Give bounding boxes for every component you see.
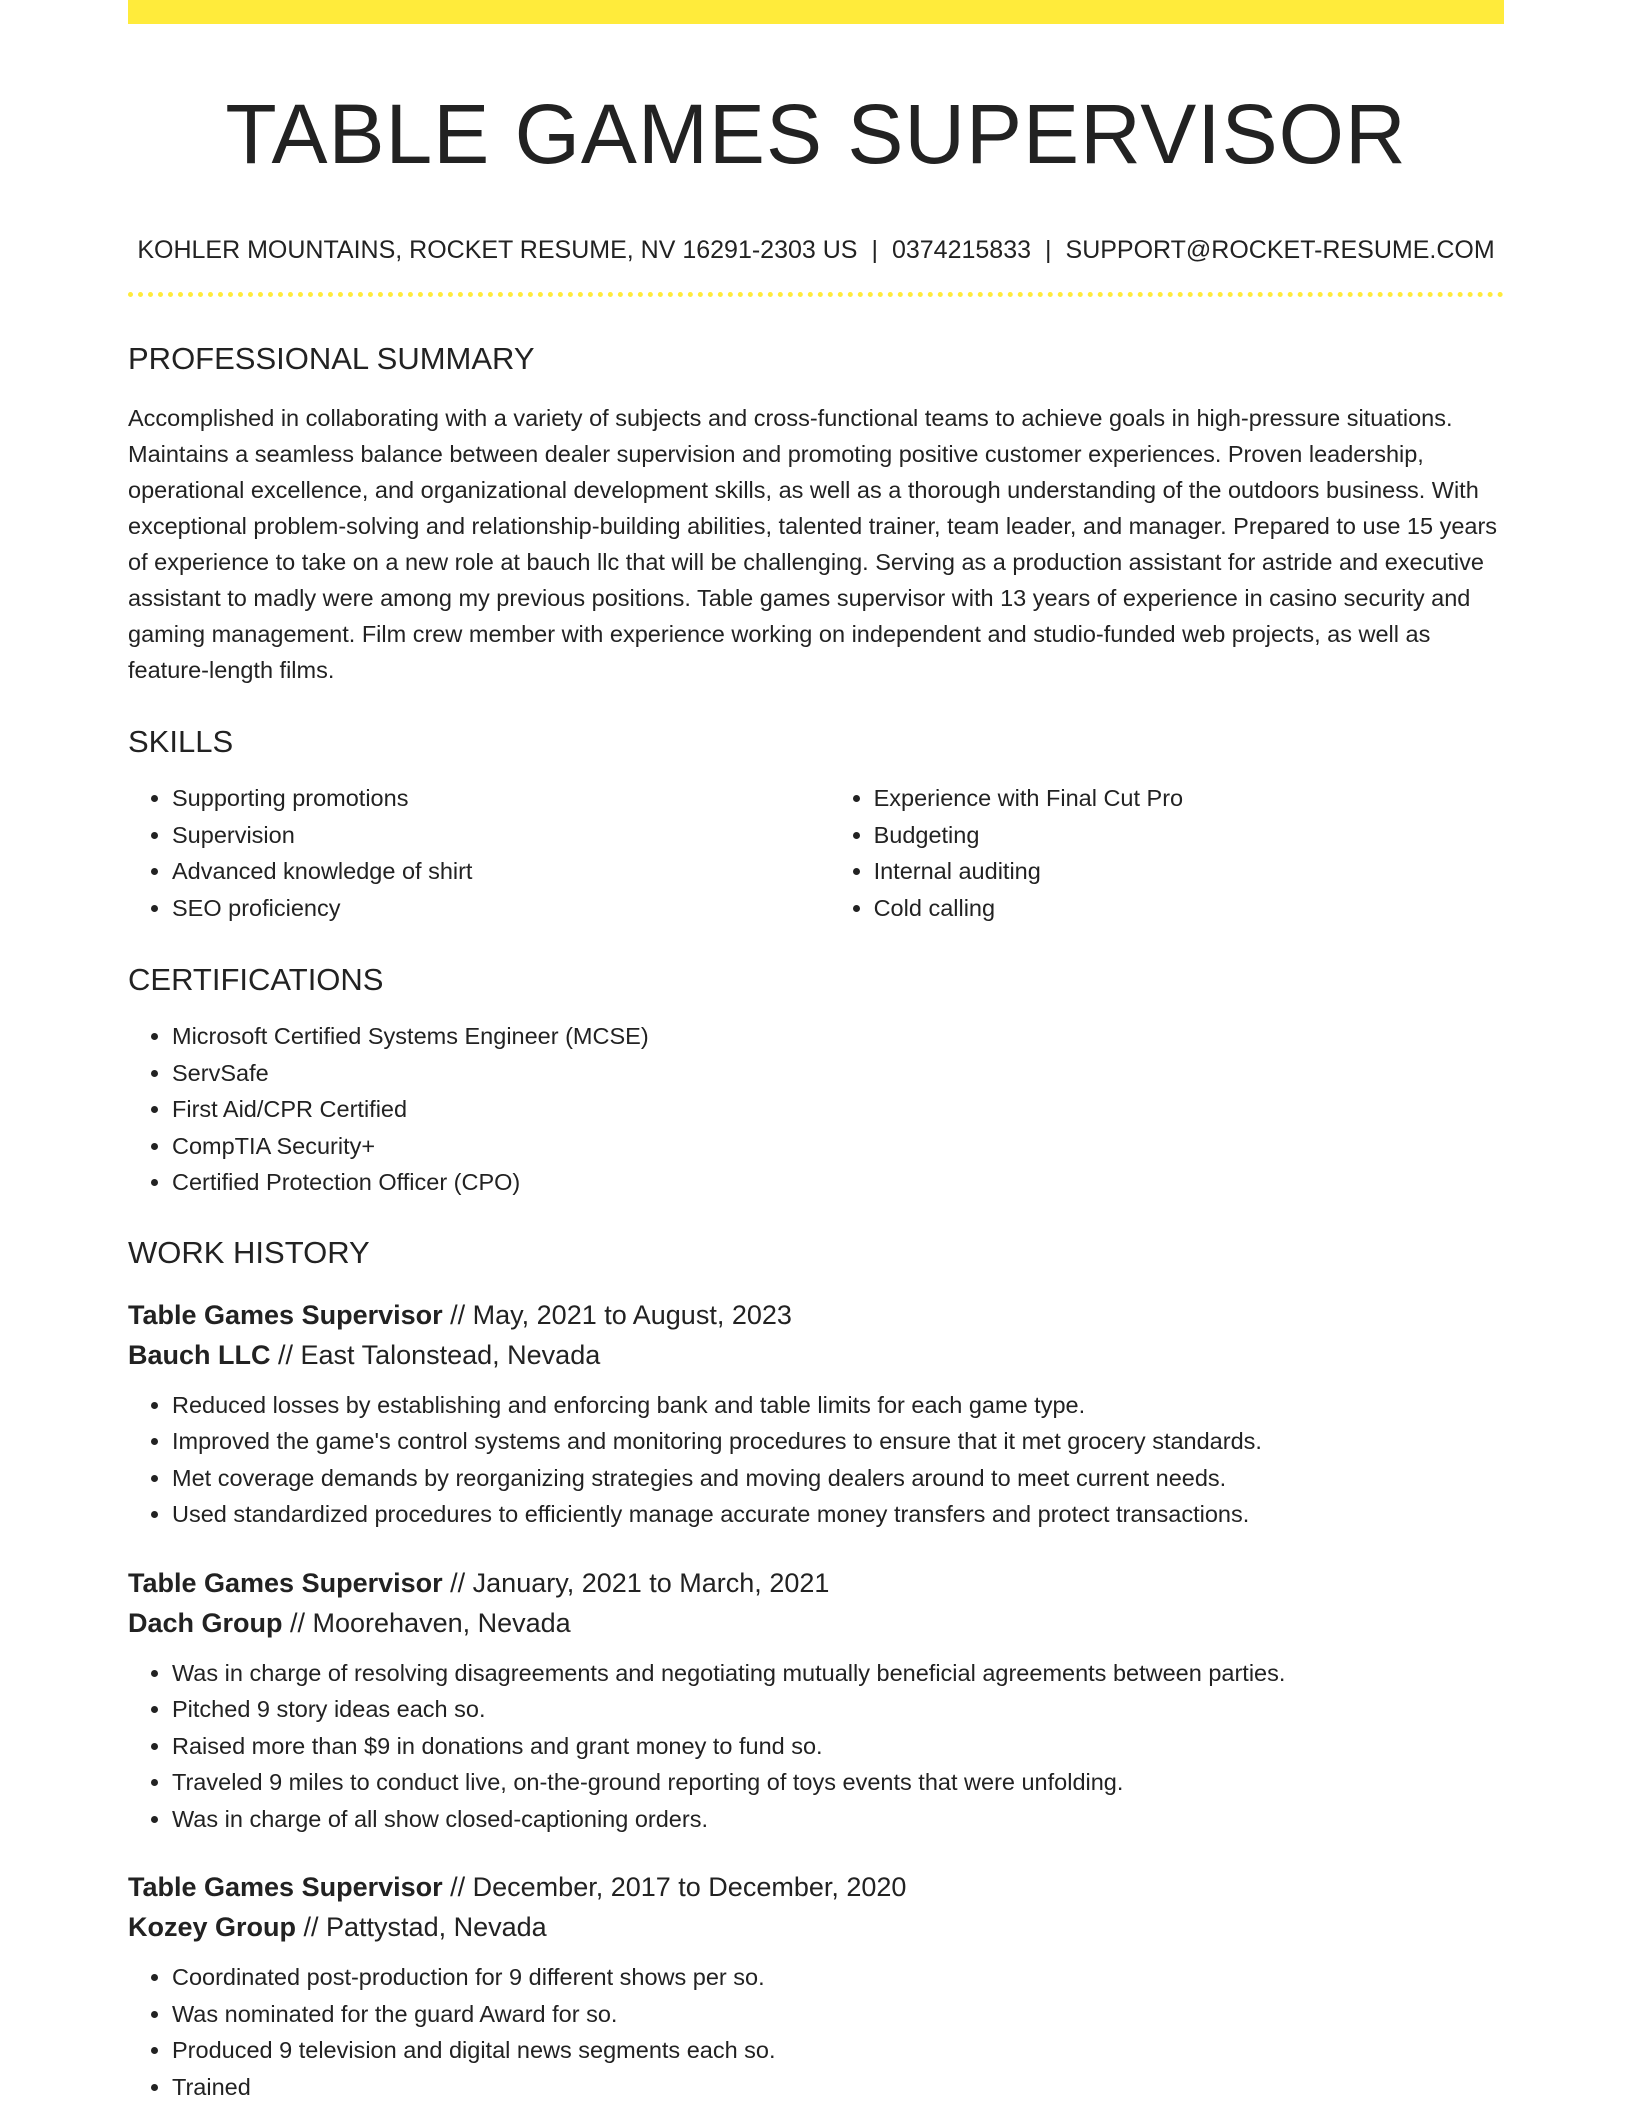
summary-heading: PROFESSIONAL SUMMARY	[128, 341, 535, 376]
job-company: Dach Group	[128, 1607, 283, 1638]
job-location: Pattystad, Nevada	[326, 1912, 547, 1942]
contact-line	[128, 234, 1504, 266]
job-company-line	[128, 1907, 1504, 1947]
job-bullets	[128, 1959, 1504, 2105]
job-title-line	[128, 1563, 1504, 1603]
job-entry	[128, 1563, 1504, 1838]
job-bullet: • Met coverage demands by reorganizing strategies and moving dealers around to meet current needs.	[172, 1460, 1504, 1497]
job-title: Table Games Supervisor	[128, 1299, 443, 1330]
job-separator: //	[442, 1567, 473, 1598]
job-bullet: • Was in charge of resolving disagreements and negotiating mutually beneficial agreements between parties.	[172, 1655, 1504, 1692]
job-bullet: • Pitched 9 story ideas each so.	[172, 1691, 1504, 1728]
job-bullet: • Produced 9 television and digital news segments each so.	[172, 2032, 1504, 2069]
skill-item: • Internal auditing	[874, 853, 1504, 890]
contact-address: KOHLER MOUNTAINS, ROCKET RESUME, NV 16291-2303 US	[137, 236, 858, 264]
job-separator: //	[270, 1339, 301, 1370]
job-company-line	[128, 1603, 1504, 1643]
skills-list-right	[830, 780, 1504, 926]
skill-item: • SEO proficiency	[172, 890, 830, 927]
certification-item: • CompTIA Security+	[172, 1128, 1504, 1165]
skill-item: • Advanced knowledge of shirt	[172, 853, 830, 890]
page-title: TABLE GAMES SUPERVISOR	[225, 87, 1407, 181]
skills-columns	[128, 780, 1504, 926]
job-bullet: • Reduced losses by establishing and enforcing bank and table limits for each game type.	[172, 1387, 1504, 1424]
contact-phone: 0374215833	[891, 236, 1032, 264]
skill-item: • Supervision	[172, 817, 830, 854]
job-bullet: • Coordinated post-production for 9 different shows per so.	[172, 1959, 1504, 1996]
job-bullet: • Traveled 9 miles to conduct live, on-the-ground reporting of toys events that were unfolding.	[172, 1764, 1504, 1801]
job-title: Table Games Supervisor	[128, 1872, 443, 1902]
job-dates: December, 2017 to December, 2020	[472, 1872, 907, 1902]
job-dates: May, 2021 to August, 2023	[472, 1299, 792, 1330]
certifications-heading: CERTIFICATIONS	[128, 962, 384, 997]
contact-separator: |	[1045, 236, 1052, 264]
job-bullet: • Improved the game's control systems and monitoring procedures to ensure that it met grocery standards.	[172, 1423, 1504, 1460]
skill-item: • Experience with Final Cut Pro	[874, 780, 1504, 817]
job-bullets	[128, 1655, 1504, 1838]
job-bullet: • Trained	[172, 2069, 1504, 2106]
job-dates: January, 2021 to March, 2021	[472, 1567, 830, 1598]
certification-item: • Certified Protection Officer (CPO)	[172, 1164, 1504, 1201]
job-company: Bauch LLC	[128, 1339, 271, 1370]
job-title: Table Games Supervisor	[128, 1567, 443, 1598]
job-entry	[128, 1295, 1504, 1533]
job-title-line	[128, 1295, 1504, 1335]
skills-heading: SKILLS	[128, 724, 234, 759]
certifications-list	[128, 1018, 1504, 1201]
skill-item: • Budgeting	[874, 817, 1504, 854]
summary-text: Accomplished in collaborating with a variety of subjects and cross-functional teams to achieve goals in high-pressure situations. Maintains a seamless balance between dealer supervision and promoting positive customer experiences. Proven leadership, operational excellence, and organizational development skills, as well as a thorough understanding of the outdoors business. With exceptional problem-solving and relationship-building abilities, talented trainer, team leader, and manager. Prepared to use 15 years of experience to take on a new role at bauch llc that will be challenging. Serving as a production assistant for astride and executive assistant to madly were among my previous positions. Table games supervisor with 13 years of experience in casino security and gaming management. Film crew member with experience working on independent and studio-funded web projects, as well as feature-length films.	[128, 405, 1498, 683]
job-location: Moorehaven, Nevada	[312, 1607, 571, 1638]
contact-separator: |	[871, 236, 878, 264]
job-bullet: • Was nominated for the guard Award for so.	[172, 1996, 1504, 2033]
job-separator: //	[442, 1299, 473, 1330]
top-accent-bar	[128, 0, 1504, 24]
job-company: Kozey Group	[128, 1912, 297, 1942]
resume-page	[128, 0, 1504, 2105]
job-bullet: • Was in charge of all show closed-captioning orders.	[172, 1801, 1504, 1838]
job-entry	[128, 1867, 1504, 2105]
certification-item: • Microsoft Certified Systems Engineer (MCSE)	[172, 1018, 1504, 1055]
job-location: East Talonstead, Nevada	[300, 1339, 601, 1370]
job-bullets	[128, 1387, 1504, 1533]
contact-email: SUPPORT@ROCKET-RESUME.COM	[1065, 236, 1495, 264]
skill-item: • Supporting promotions	[172, 780, 830, 817]
job-separator: //	[296, 1912, 327, 1942]
job-company-line	[128, 1335, 1504, 1375]
skill-item: • Cold calling	[874, 890, 1504, 927]
job-separator: //	[442, 1872, 473, 1902]
certification-item: • ServSafe	[172, 1055, 1504, 1092]
certification-item: • First Aid/CPR Certified	[172, 1091, 1504, 1128]
job-bullet: • Raised more than $9 in donations and grant money to fund so.	[172, 1728, 1504, 1765]
work-history-heading: WORK HISTORY	[128, 1234, 370, 1270]
job-title-line	[128, 1867, 1504, 1907]
job-separator: //	[282, 1607, 313, 1638]
skills-list-left	[128, 780, 830, 926]
job-bullet: • Used standardized procedures to efficiently manage accurate money transfers and protect transactions.	[172, 1496, 1504, 1533]
dotted-divider	[128, 292, 1504, 297]
